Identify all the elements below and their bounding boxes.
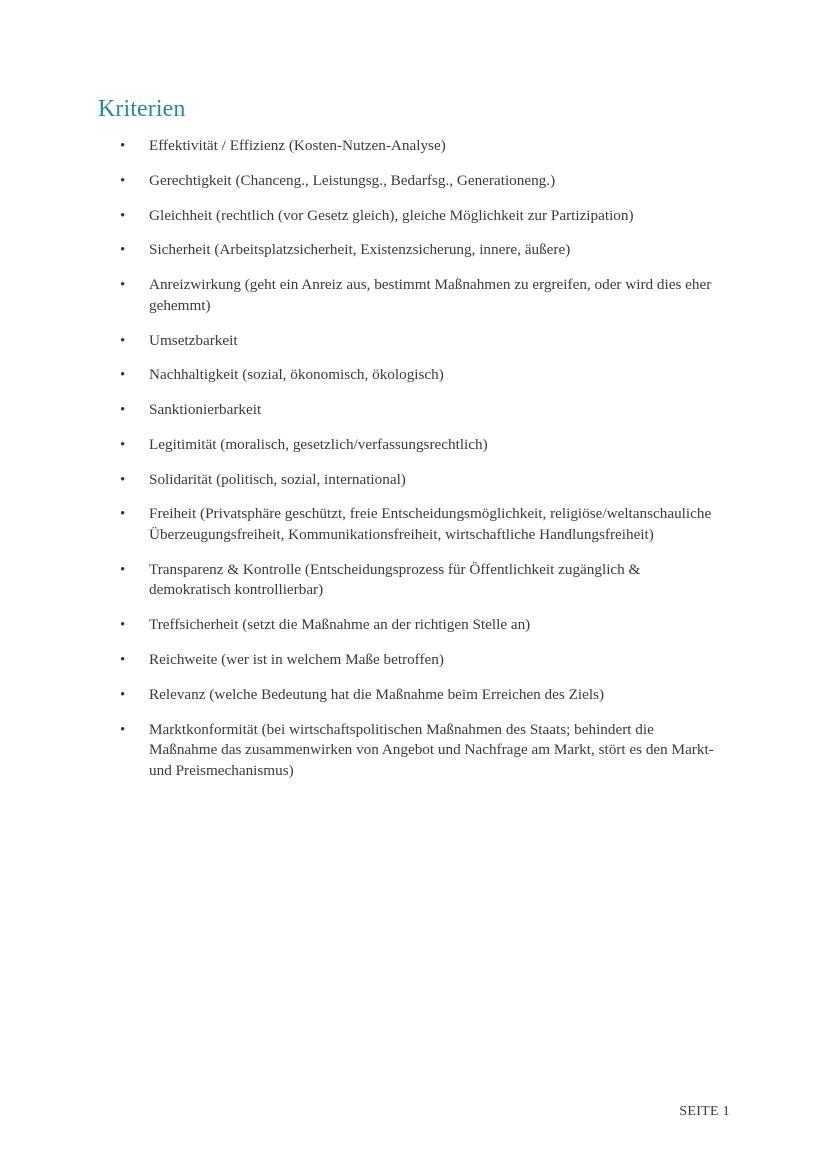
bullet-icon: • bbox=[120, 332, 126, 349]
criteria-text: Effektivität / Effizienz (Kosten-Nutzen-Analyse) bbox=[149, 137, 446, 154]
criteria-item bbox=[120, 720, 720, 782]
bullet-icon: • bbox=[120, 242, 126, 259]
criteria-text: Solidarität (politisch, sozial, international) bbox=[149, 470, 406, 488]
criteria-text: Gleichheit (rechtlich (vor Gesetz gleich), gleiche Möglichkeit zur Partizipation) bbox=[149, 206, 634, 224]
bullet-icon: • bbox=[120, 721, 126, 738]
criteria-text: Relevanz (welche Bedeutung hat die Maßnahme beim Erreichen des Ziels) bbox=[149, 685, 605, 703]
bullet-icon: • bbox=[120, 367, 126, 384]
bullet-icon: • bbox=[120, 436, 126, 453]
bullet-icon: • bbox=[120, 561, 126, 578]
criteria-text: Anreizwirkung (geht ein Anreiz aus, bestimmt Maßnahmen zu ergreifen, oder wird dies eher gehemmt) bbox=[149, 276, 712, 314]
criteria-item bbox=[120, 171, 720, 192]
bullet-icon: • bbox=[120, 172, 126, 189]
criteria-text: Reichweite (wer ist in welchem Maße betroffen) bbox=[149, 650, 444, 668]
criteria-text: Nachhaltigkeit (sozial, ökonomisch, ökologisch) bbox=[149, 366, 444, 384]
criteria-item bbox=[120, 206, 720, 227]
bullet-icon: • bbox=[120, 277, 126, 294]
page-number: SEITE 1 bbox=[679, 1104, 730, 1119]
criteria-item bbox=[120, 650, 720, 671]
bullet-icon: • bbox=[120, 506, 126, 523]
criteria-item bbox=[120, 615, 720, 636]
criteria-item bbox=[120, 240, 720, 261]
bullet-icon: • bbox=[120, 402, 126, 419]
criteria-list bbox=[120, 136, 720, 795]
criteria-text: Legitimität (moralisch, gesetzlich/verfassungsrechtlich) bbox=[149, 435, 488, 453]
criteria-text: Umsetzbarkeit bbox=[149, 331, 238, 349]
criteria-text: Gerechtigkeit (Chanceng., Leistungsg., Bedarfsg., Generationeng.) bbox=[149, 171, 556, 189]
criteria-item bbox=[120, 331, 720, 352]
criteria-text: Treffsicherheit (setzt die Maßnahme an der richtigen Stelle an) bbox=[149, 616, 531, 634]
criteria-item bbox=[120, 136, 720, 157]
criteria-item bbox=[120, 470, 720, 491]
criteria-item bbox=[120, 504, 720, 545]
bullet-icon: • bbox=[120, 471, 126, 488]
criteria-item bbox=[120, 400, 720, 421]
criteria-text: Sanktionierbarkeit bbox=[149, 401, 262, 419]
bullet-icon: • bbox=[120, 138, 126, 154]
bullet-icon: • bbox=[120, 617, 126, 634]
criteria-text: Transparenz & Kontrolle (Entscheidungsprozess für Öffentlichkeit zugänglich & demokratisch kontrollierbar) bbox=[149, 560, 641, 599]
criteria-item bbox=[120, 435, 720, 456]
bullet-icon: • bbox=[120, 651, 126, 668]
criteria-item bbox=[120, 560, 720, 601]
section-heading: Kriterien bbox=[98, 96, 186, 122]
criteria-text: Freiheit (Privatsphäre geschützt, freie Entscheidungsmöglichkeit, religiöse/weltanschauliche Überzeugungsfreiheit, Kommunikationsfreiheit, wirtschaftliche Handlungsfreiheit) bbox=[149, 505, 712, 543]
criteria-text: Marktkonformität (bei wirtschaftspolitischen Maßnahmen des Staats; behindert die Maßnahme das zusammenwirken von Angebot und Nachfrage am Markt, stört es den Markt- und Preismechanismus) bbox=[149, 720, 714, 779]
criteria-item bbox=[120, 365, 720, 386]
criteria-text: Sicherheit (Arbeitsplatzsicherheit, Existenzsicherung, innere, äußere) bbox=[149, 241, 571, 259]
criteria-item bbox=[120, 275, 720, 316]
criteria-item bbox=[120, 685, 720, 706]
bullet-icon: • bbox=[120, 686, 126, 703]
bullet-icon: • bbox=[120, 207, 126, 224]
